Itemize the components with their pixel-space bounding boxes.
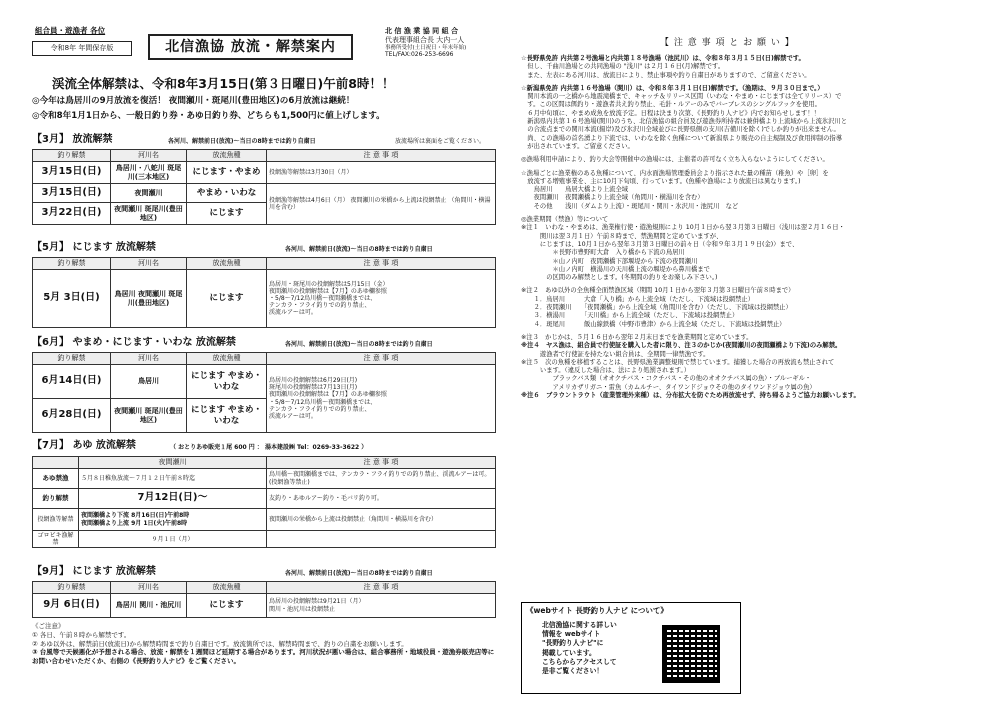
note-line: ＊山ノ内町 夜間瀬橋下部堰堤から下流の夜間瀬川 <box>521 257 698 265</box>
row-river: 鳥居川 <box>111 365 187 399</box>
org-block <box>385 27 505 59</box>
org-name: 北 信 漁 業 協 同 組 合 <box>385 27 459 35</box>
footnote-2: ② あゆ以外は、解禁前日(放流日)から解禁時間まで釣り自粛日です。放流箇所では、解禁時間まで、釣りの自粛をお願いします。 <box>32 639 408 648</box>
row-fish: にじます・やまめ <box>187 162 267 184</box>
note-line: ６月中旬頃に、やまめ成魚を放流予定。日程は決まり次第、《長野釣り人ナビ》内でお知らせします！！ <box>521 109 820 117</box>
th-river: 河川名 <box>111 258 187 270</box>
july-table <box>32 456 496 548</box>
footnote-3: ③ 台風等で天候悪化が予想される場合、放流・解禁を１週間ほど延期する場合があります。河川状況が悪い場合は、組合事務所・地域役員・遊漁券販売店等にお問い合わせいただくか、右側の《長野釣り人ナビ》をご覧ください。 <box>32 648 495 666</box>
note-line: 遊漁者で行使証を持たない組合員は、全期間一律禁漁です。 <box>521 350 710 358</box>
row-note: 投網漁等解禁は4月6日（月） 夜間瀬川の栄橋から上流は投網禁止 （角間川・横湯川を含む） <box>267 184 496 225</box>
web-box <box>521 602 741 694</box>
row-text: 夜間瀬橋より下流 8月16日(日)午前8時 夜間瀬橋より上流 9月 1日(火)午前8時 <box>79 509 267 531</box>
sept-label: 【9月】 にじます 放流解禁 <box>32 566 156 577</box>
th-note: 注 意 事 項 <box>267 457 496 469</box>
headline-line2: ◎令和8年1月1日から、一般日釣り券・あゆ日釣り券、どちらも1,500円に値上げします。 <box>32 111 385 121</box>
note-line: ※注５ 次の魚種を移植することは、長野県漁業調整規則で禁じています。捕獲した場合の再放流も禁止されて <box>521 358 835 366</box>
row-label: 投網漁等解禁 <box>33 509 79 531</box>
note-line: います。（違反した場合は、法により処罰されます。） <box>521 367 691 375</box>
note-line: ☆漁場ごとに漁業権のある魚種について、内水面漁場管理委員会より指示された量の種苗（稚魚）や［卵］を <box>521 169 829 177</box>
row-label: ゴロビキ漁解禁 <box>33 531 79 548</box>
th-note: 注 意 事 項 <box>267 150 496 162</box>
row-river: 夜間瀬川 斑尾川(豊田地区) <box>111 399 187 433</box>
notes-title: 【 注 意 事 項 と お 願 い 】 <box>660 38 795 48</box>
note-line: その他 浅川（ダムより上流）・斑尾川・関川・氷沢川・池尻川 など <box>521 202 739 210</box>
table-row <box>33 509 496 531</box>
th-fish: 放流魚種 <box>187 150 267 162</box>
th-river: 河川名 <box>111 582 187 594</box>
table-row <box>33 469 496 489</box>
th-river: 河川名 <box>111 353 187 365</box>
row-note: 友釣り・あゆルアー釣り・毛バリ釣り可。 <box>267 489 496 509</box>
march-sub2: 放流場所は裏面をご覧ください。 <box>395 138 486 145</box>
th-date: 釣り解禁 <box>33 353 111 365</box>
headline-main: 渓流全体解禁は、令和8年3月15日(第３日曜日)午前8時！！ <box>52 76 395 91</box>
note-line: ＊山ノ内町 横湯川の天川橋上流の堰堤から鼻川橋まで <box>521 265 710 273</box>
row-river: 夜間瀬川 斑尾川(豊田地区) <box>111 203 187 225</box>
th-note: 注 意 事 項 <box>267 353 496 365</box>
note-line: ※注４ ヤス漁は、組合員で行使証を購入した者に限り、注３のかじか(夜間瀬川の夜間瀬橋より下流)のみ解禁。 <box>521 342 842 350</box>
footnotes-title: 《ご注意》 <box>32 622 65 630</box>
note-line: 関川本流の一之橋から地震滝橋まで、キャッチ＆リリース区間（いわな・やまめ・にじますは全てリリース）で <box>521 93 842 101</box>
org-rep: 代表理事組合長 大内一人 <box>385 35 465 44</box>
th-fish: 放流魚種 <box>187 258 267 270</box>
table-row <box>33 365 496 399</box>
web-text: 北信漁協に関する詳しい 情報を webサイト "長野釣り人ナビ"に 掲載しています。 こちらからアクセスして 是非ご覧ください！ <box>542 621 617 675</box>
note-line: ２．夜間瀬川 「夜間瀬橋」から上流全域（角間川を含む）（ただし、下流域は投網禁止） <box>521 304 792 312</box>
table-row <box>33 489 496 509</box>
row-date: 3月22日(日) <box>33 203 111 225</box>
row-label: 釣り解禁 <box>33 489 79 509</box>
july-label: 【7月】 あゆ 放流解禁 <box>32 440 136 451</box>
row-note: 鳥居川・斑尾川の投網解禁は5月15日（金） 夜間瀬川の投網解禁は【7月】のあゆ欄参照 ・5/8～7/12鳥川橋～夜間瀬橋までは、 テンカラ・フライ釣りでの釣り禁止、 渓流ルアーは可。 <box>267 270 496 328</box>
sept-sub: 各河川、解禁前日(放流)～当日の8時までは釣り自粛日 <box>285 570 433 577</box>
row-river: 鳥居川 夜間瀬川 斑尾川(豊田地区) <box>111 270 187 328</box>
note-line: ※注６ ブラウントラウト（産業管理外来種）は、分布拡大を防ぐため再放流せず、持ち帰るようご協力お願いします。 <box>521 391 860 399</box>
row-note: 鳥居川の投網解禁は6月29日(月) 斑尾川の投網解禁は7月13日(月) 夜間瀬川の投網解禁は【7月】のあゆ欄参照 ・5/8～7/12鳥川橋～夜間瀬橋までは、 テンカラ・フライ釣りでの釣り禁止、 渓流ルアーは可。 <box>267 365 496 433</box>
march-label: 【3月】 放流解禁 <box>32 134 113 145</box>
row-note: 投網漁等解禁は3月30日（月） <box>267 162 496 184</box>
row-date: 6月28日(日) <box>33 399 111 433</box>
notes-body <box>521 55 976 400</box>
footnotes <box>32 622 497 666</box>
note-line: 但し、千曲川漁場との共同漁場の "浅川" は２月１６日(月)解禁です。 <box>521 63 725 71</box>
row-label: あゆ禁漁 <box>33 469 79 489</box>
note-line: 尚、この漁場の首名湧より下流では、いわなを除く魚種について新潟県より販売の自主規制及び食用抑制の指導 <box>521 134 843 142</box>
june-sub: 各河川、解禁前日(放流)～当日の8時までは釣り自粛日 <box>285 341 433 348</box>
page-title: 北信漁協 放流・解禁案内 <box>148 34 353 60</box>
note-line: アメリカザリガニ・雷魚（カムルチー、タイワンドジョウその他のタイワンドジョウ属の魚） <box>521 383 816 391</box>
org-office: 事務所受付(土日祝日・年末年始) <box>385 44 467 51</box>
th-river: 夜間瀬川 <box>79 457 267 469</box>
note-line: す。この区間は餌釣り・遊漁者共え釣り禁止、毛針・ルアーのみでバーブレスのシングルフックを使用。 <box>521 101 821 109</box>
row-fish: にじます <box>187 203 267 225</box>
row-note: 鳥川橋～夜間瀬橋までは、テンカラ・フライ釣りでの釣り禁止、渓流ルアーは可。(投網漁等禁止) <box>267 469 496 489</box>
table-row <box>33 184 496 203</box>
note-line: ◎漁場利用申請により、釣り大会等開催中の漁場には、主催者の許可なく立ち入らないようにしてください。 <box>521 156 829 164</box>
note-line: １．鳥居川 大倉「入り橋」から上流全域（ただし、下流域は投網禁止） <box>521 295 754 303</box>
row-river: 鳥居川 関川・池尻川 <box>111 594 187 618</box>
row-date: 6月14日(日) <box>33 365 111 399</box>
may-table <box>32 257 496 328</box>
th-river: 河川名 <box>111 150 187 162</box>
web-title: 《webサイト 長野釣り人ナビ について》 <box>526 606 668 615</box>
row-fish: にじます <box>187 594 267 618</box>
row-text: ５月８日稚魚放流～７月１２日午前８時迄 <box>79 469 267 489</box>
note-line: ※注３ かじかは、５月１６日から翌年２月末日までを漁業期間と定めています。 <box>521 333 753 341</box>
keep-label: 令和8年 年間保存版 <box>32 41 132 56</box>
row-fish: にじます <box>187 270 267 328</box>
th-note: 注 意 事 項 <box>267 582 496 594</box>
june-table <box>32 352 496 433</box>
note-line: にじますは、10月１日から翌年３月第３日曜日の前々日（令和９年３月１９日(金)）まで、 <box>521 240 799 248</box>
note-line: ４．斑尾川 飯山線鉄橋（中野市豊津）から上流全域（ただし、下流域は投網禁止） <box>521 320 786 328</box>
note-line: ３．横湯川 「天川橋」から上流全域（ただし、下流域は投網禁止） <box>521 312 739 320</box>
note-line: ※注１ いわな・やまめは、漁業権行使・遊漁規則により 10月１日から翌３月第３日曜日（浅川は翌２月１６日・ <box>521 224 845 232</box>
row-fish: にじます やまめ・いわな <box>187 365 267 399</box>
note-line: の合流点までの関川本流(揚岸)及び氷沢川全域並びに長野県側の支川(吉備川を除く)でしか釣りが出来ません。 <box>521 126 840 134</box>
addressee: 組合員・遊漁者 各位 <box>35 26 106 35</box>
note-line: ☆長野県免許 内共第２号漁場と内共第１８号漁場（池尻川）は、令和８年３月１５日(日)解禁です。 <box>521 55 805 62</box>
row-river: 鳥居川・八蛇川 斑尾川(三本地区) <box>111 162 187 184</box>
row-fish: やまめ・いわな <box>187 184 267 203</box>
march-table <box>32 149 496 225</box>
note-line: 放流する増殖事業を、主に10月下旬頃、行っています。(魚種や漁場により放流日は異なります。) <box>521 177 801 185</box>
table-row <box>33 162 496 184</box>
note-line: ブラックバス類（オオクチバス・コクチバス・その他のオオクチバス属の魚）・ブルーギル・ <box>521 375 812 383</box>
th-date: 釣り解禁 <box>33 582 111 594</box>
footnote-1: ① 各日、午前８時から解禁です。 <box>32 630 131 639</box>
row-note: 鳥居川の投網解禁は9月21日（月） 関川・池尻川は投網禁止 <box>267 594 496 618</box>
june-label: 【6月】 やまめ・にじます・いわな 放流解禁 <box>32 337 236 348</box>
note-line: ◎漁業期間（禁漁）等について <box>521 216 609 224</box>
sept-table <box>32 581 496 618</box>
table-row <box>33 531 496 548</box>
th-note: 注 意 事 項 <box>267 258 496 270</box>
note-line: ＊長野市豊野町大倉 入り橋から下流の鳥居川 <box>521 249 685 257</box>
th-fish: 放流魚種 <box>187 582 267 594</box>
row-text: 7月12日(日)～ <box>79 489 267 509</box>
row-date: 3月15日(日) <box>33 184 111 203</box>
row-note: 夜間瀬川の栄橋から上流は投網禁止（角間川・横湯川を含む） <box>267 509 496 531</box>
may-sub: 各河川、解禁前日(放流)～当日の8時までは釣り自粛日 <box>285 246 433 253</box>
note-line: 鳥居川 鳥居大橋より上流全域 <box>521 186 629 194</box>
row-text: ９月１日（月） <box>79 531 267 548</box>
row-date: 9月 6日(日) <box>33 594 111 618</box>
th-date: 釣り解禁 <box>33 258 111 270</box>
note-line: 関川は翌３月１日）午前８時まで、禁漁期間と定めていますが、 <box>521 232 723 240</box>
note-line: また、左表にある河川は、放流日により、禁止事項や釣り自粛日がありますので、ご留意ください。 <box>521 71 811 79</box>
note-line: 夜間瀬川 夜間瀬橋より上流全域（角間川・横湯川を含む） <box>521 194 704 202</box>
note-line: ※注２ あゆ以外の全魚種全面禁漁区域（期間 10月１日から翌年３月第３日曜日午前８時まで） <box>521 287 795 295</box>
march-sub: 各河川、解禁前日(放流)～当日の8時までは釣り自粛日 <box>168 138 316 145</box>
row-river: 夜間瀬川 <box>111 184 187 203</box>
table-row <box>33 594 496 618</box>
qr-code[interactable] <box>662 625 720 683</box>
th-fish: 放流魚種 <box>187 353 267 365</box>
org-tel: TEL/FAX:026-253-6696 <box>385 51 454 59</box>
row-date: 5月 3日(日) <box>33 270 111 328</box>
note-line: の区間のみ解禁とします。(冬期間の釣りをお楽しみ下さい。) <box>521 274 718 282</box>
row-fish: にじます やまめ・いわな <box>187 399 267 433</box>
row-date: 3月15日(日) <box>33 162 111 184</box>
table-row <box>33 270 496 328</box>
note-line: が出されています。ご留意ください。 <box>521 142 634 150</box>
july-sub: （ おとりあゆ販売１尾 600 円 ： 湯本建設㈱ Tel：0269-33-3622 ） <box>170 444 368 451</box>
note-line: 新潟県内共第１６号漁場(関川)のうち、北信漁協の組合員及び遊漁券所持者は兼併橋より上流域から上流氷沢川と <box>521 118 848 126</box>
th-date: 釣り解禁 <box>33 150 111 162</box>
headline-line1: ◎今年は鳥居川の9月放流を復活！ 夜間瀬川・斑尾川(豊田地区)の6月放流は継続！ <box>32 96 355 106</box>
note-line: ☆新潟県免許 内共第１６号漁場（関川）は、令和８年３月１日(日)解禁です。（漁期は、９月３０日まで。） <box>521 84 824 92</box>
may-label: 【5月】 にじます 放流解禁 <box>32 242 156 253</box>
